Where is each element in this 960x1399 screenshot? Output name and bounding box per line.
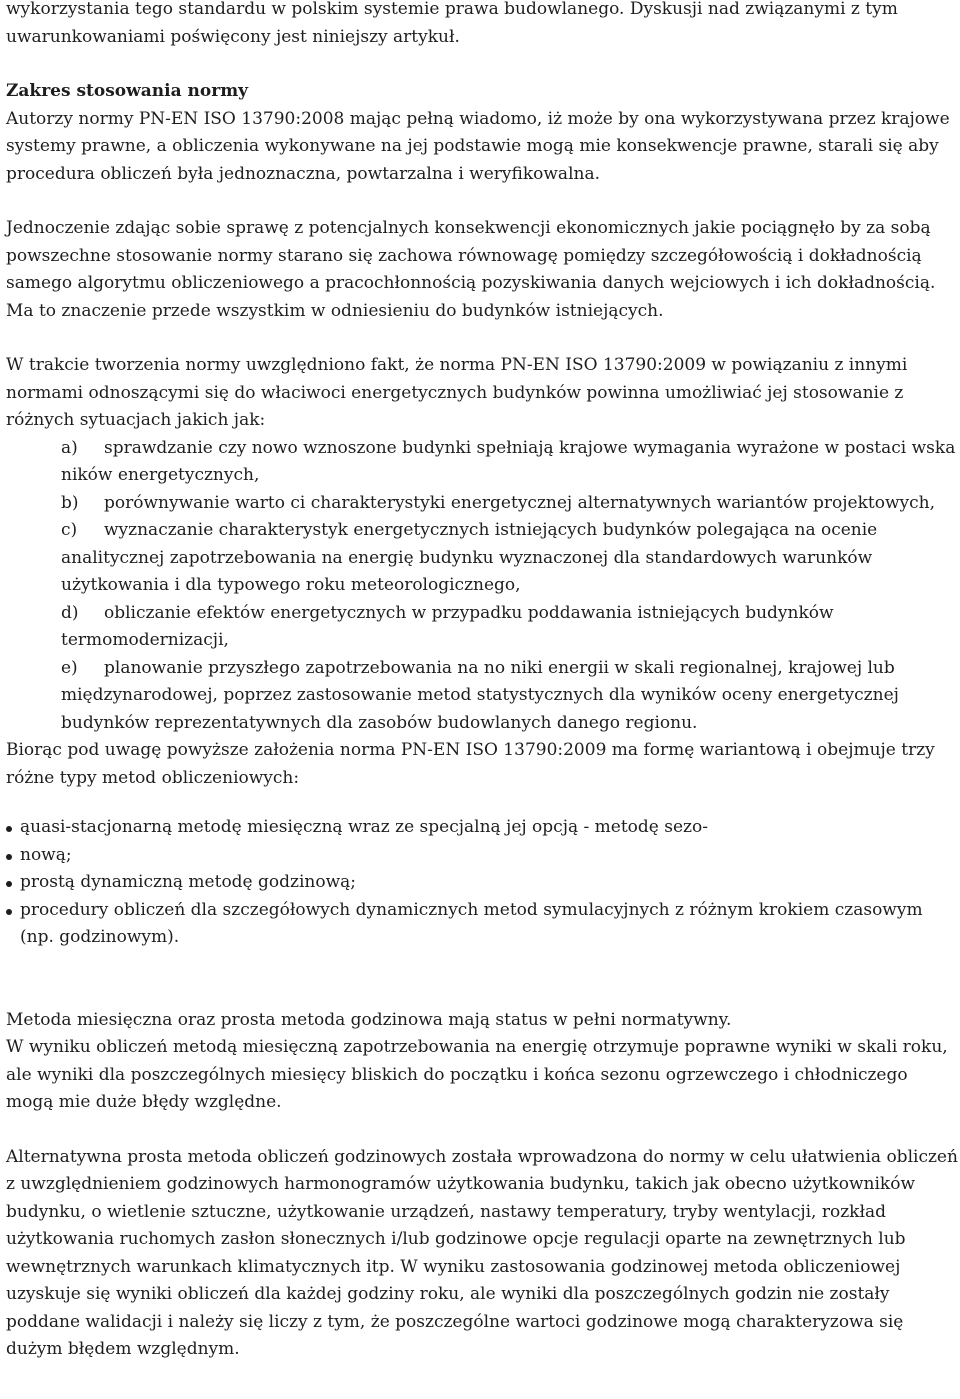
paragraph-monthly-results: W wyniku obliczeń metodą miesięczną zapotrzebowania na energię otrzymuje poprawne wyniki w skali roku, ale wyniki dla poszczególnych miesięcy bliskich do początku i końca sezonu ogrzewczego i chłodniczego mogą mie duże błędy względne.	[6, 1037, 948, 1112]
bullet-item	[6, 842, 958, 870]
applications-list	[6, 435, 958, 738]
list-item	[6, 435, 958, 490]
bullet-item	[6, 814, 958, 842]
list-item-text: wyznaczanie charakterystyk energetycznych istniejących budynków polegająca na ocenie analitycznej zapotrzebowania na energię budynku wyznaczonej dla standardowych warunków użytkowania i dla typowego roku meteorologicznego,	[61, 520, 878, 595]
bullet-item	[6, 869, 958, 897]
bullet-text: prostą dynamiczną metodę godzinową;	[20, 872, 357, 892]
bullet-icon	[6, 881, 12, 887]
bullet-text: procedury obliczeń dla szczegółowych dynamicznych metod symulacyjnych z różnym krokiem czasowym (np. godzinowym).	[20, 899, 923, 947]
document-page	[6, 0, 958, 1364]
method-bullet-list	[6, 814, 958, 952]
list-marker: d)	[61, 602, 79, 623]
section-heading: Zakres stosowania normy	[6, 81, 249, 101]
bullet-item	[6, 897, 958, 952]
bullet-text: nową;	[20, 844, 72, 865]
paragraph-hourly-method: Alternatywna prosta metoda obliczeń godzinowych została wprowadzona do normy w celu ułatwienia obliczeń z uwzględnieniem godzinowych harmonogramów użytkowania budynku, takich jak obecno użytkowników budynku, o wietlenie sztuczne, użytkowanie urządzeń, nastawy temperatury, tryby wentylacji, rozkład użytkowania ruchomych zasłon słonecznych i/lub godzinowe opcje regulacji oparte na zewnętrznych lub wewnętrznych warunkach klimatycznych itp. W wyniku zastosowania godzinowej metoda obliczeniowej uzyskuje się wyniki obliczeń dla każdej godziny roku, ale wyniki dla poszczególnych godzin nie zostały poddane walidacji i należy się liczy z tym, że poszczególne wartoci godzinowe mogą charakteryzowa się dużym błędem względnym.	[6, 1146, 958, 1359]
bullet-icon	[6, 909, 12, 915]
list-item-text: planowanie przyszłego zapotrzebowania na no niki energii w skali regionalnej, krajowej lub międzynarodowej, poprzez zastosowanie metod statystycznych dla wyników oceny energetycznej budynków reprezentatywnych dla zasobów budowlanych danego regionu.	[61, 657, 899, 733]
list-item	[6, 490, 958, 518]
bullet-icon	[6, 854, 12, 860]
paragraph-scope: Autorzy normy PN-EN ISO 13790:2008 mając pełną wiadomo, iż może by ona wykorzystywana przez krajowe systemy prawne, a obliczenia wykonywane na jej podstawie mogą mie konsekwencje prawne, starali się aby procedura obliczeń była jednoznaczna, powtarzalna i weryfikowalna.	[6, 108, 950, 184]
paragraph-economics: Jednoczenie zdając sobie sprawę z potencjalnych konsekwencji ekonomicznych jakie pociągnęło by za sobą powszechne stosowanie normy starano się zachowa równowagę pomiędzy szczegółowością i dokładnością samego algorytmu obliczeniowego a pracochłonnością pozyskiwania danych wejciowych i ich dokładnością. Ma to znaczenie przede wszystkim w odniesieniu do budynków istniejących.	[6, 218, 936, 321]
list-marker: e)	[61, 657, 78, 678]
list-item	[6, 655, 958, 738]
list-item	[6, 517, 958, 600]
list-marker: b)	[61, 492, 79, 513]
list-item	[6, 600, 958, 655]
list-item-text: porównywanie warto ci charakterystyki energetycznej alternatywnych wariantów projektowych,	[104, 492, 936, 513]
list-item-text: obliczanie efektów energetycznych w przypadku poddawania istniejących budynków termomodernizacji,	[61, 602, 834, 650]
paragraph-method-types: Biorąc pod uwagę powyższe założenia norma PN-EN ISO 13790:2009 ma formę wariantową i obejmuje trzy różne typy metod obliczeniowych:	[6, 740, 935, 788]
bullet-text: ąuasi-stacjonarną metodę miesięczną wraz ze specjalną jej opcją - metodę sezo-	[20, 817, 708, 837]
bullet-icon	[6, 826, 12, 832]
list-item-text: sprawdzanie czy nowo wznoszone budynki spełniają krajowe wymagania wyrażone w postaci wska ników energetycznych,	[61, 437, 956, 485]
list-marker: c)	[61, 520, 78, 540]
list-marker: a)	[61, 437, 78, 458]
intro-paragraph: wykorzystania tego standardu w polskim systemie prawa budowlanego. Dyskusji nad związanymi z tym uwarunkowaniami poświęcony jest niniejszy artykuł.	[6, 0, 898, 47]
paragraph-applications-intro: W trakcie tworzenia normy uwzględniono fakt, że norma PN-EN ISO 13790:2009 w powiązaniu z innymi normami odnoszącymi się do właciwoci energetycznych budynków powinna umożliwiać jej stosowanie z różnych sytuacjach jakich jak:	[6, 355, 908, 430]
paragraph-normative-status: Metoda miesięczna oraz prosta metoda godzinowa mają status w pełni normatywny.	[6, 1009, 732, 1030]
